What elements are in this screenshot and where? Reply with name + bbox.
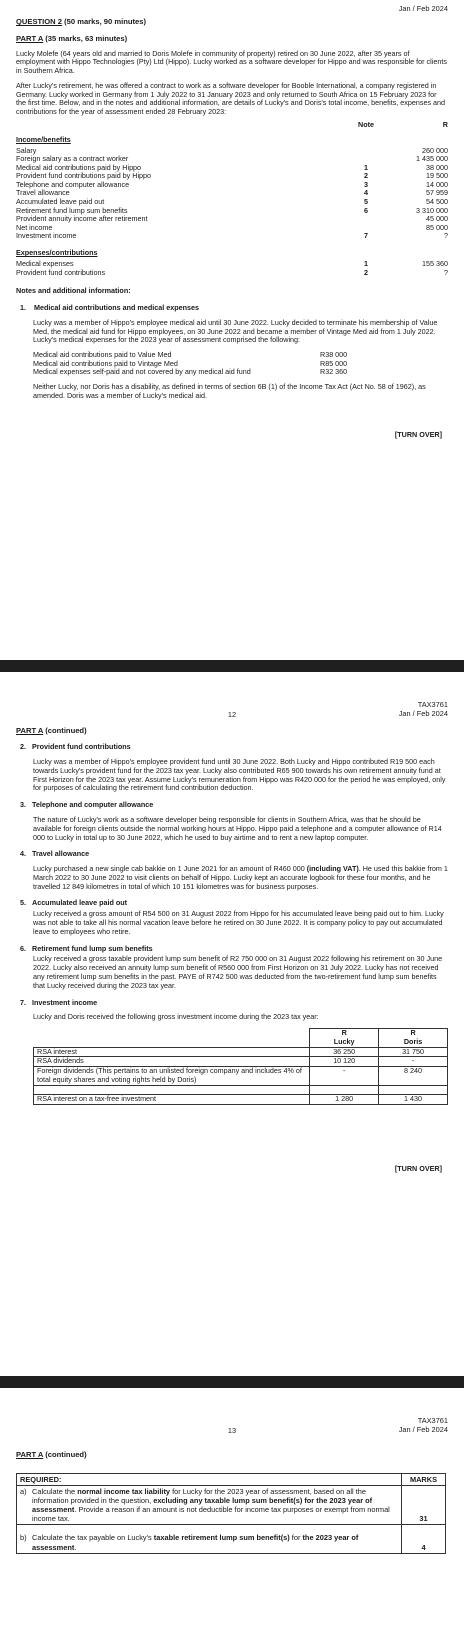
turn-over-label: [TURN OVER] [394, 429, 442, 439]
investment-label: Foreign dividends (This pertains to an unlisted foreign company and includes 4% of total equity shares and voting rights held by Doris) [34, 1067, 310, 1086]
note-4-heading: 4. Travel allowance [20, 849, 90, 859]
table-row [34, 1085, 448, 1094]
question-a-marks: 31 [402, 1486, 446, 1525]
part-suffix: (continued) [45, 1450, 87, 1460]
income-row [16, 181, 448, 190]
note-6-heading: 6. Retirement fund lump sum benefits [20, 943, 153, 953]
page-separator [0, 660, 464, 672]
income-label: Salary [16, 145, 37, 155]
medical-amount: R38 000 [320, 350, 348, 360]
income-note: 3 [364, 179, 368, 189]
table-row [34, 1047, 448, 1057]
page-number: 12 [227, 710, 237, 719]
question-b-marks: 4 [402, 1525, 446, 1553]
note-5-heading: 5. Accumulated leave paid out [20, 898, 128, 908]
medical-label: Medical aid contributions paid to Vintage Med [33, 358, 178, 368]
part-heading [16, 726, 448, 735]
lucky-amount: 1 280 [310, 1094, 379, 1104]
required-header-row [17, 1474, 446, 1486]
investment-label: RSA dividends [34, 1057, 310, 1067]
income-amount: 14 000 [426, 179, 448, 189]
question-a: a) Calculate the normal income tax liability for Lucky for the 2023 year of assessment, based on all the information provided in the question, excluding any taxable lump sum benefit(s) for the 2023 year of assessment. Provide a reason if an amount is not deductible for income tax purposes or exempt from normal income tax. [20, 1487, 390, 1524]
income-label: Accumulated leave paid out [16, 197, 105, 207]
investment-income-table [33, 1028, 448, 1104]
part-label: PART A [16, 34, 44, 44]
medical-amount: R32 360 [320, 367, 348, 377]
note-2-heading: 2. Provident fund contributions [20, 742, 131, 752]
intro-paragraph-2: After Lucky's retirement, he was offered a contract to work as a software developer for Booble International, a company registered in Germany. Lucky worked in Germany from 1 July 2022 to 31 January 2023 and only returned to South Africa on 15 February 2023 for the first time. Below, and in the notes and additional information, are details of Lucky's and Doris's total income, benefits, expenses and contributions for the year of assessment ended 28 February 2023: [16, 80, 446, 117]
note-1-disability-text: Neither Lucky, nor Doris has a disability, as defined in terms of section 6B (1) of the Income Tax Act (Act No. 58 of 1962), as amended. Doris was a member of Lucky's medical aid. [33, 382, 426, 400]
income-row [16, 215, 448, 224]
page-number: 13 [227, 1426, 237, 1435]
expense-amount: 155 360 [422, 259, 448, 269]
course-code: TAX3761 [417, 700, 448, 709]
note-3-text: The nature of Lucky's work as a software developer being responsible for clients in Southern Africa, was that he should be available for foreign clients outside the normal working hours at Hippo. Hippo paid a telephone and a computer allowance of R14 000 to Lucky in total up to 30 June 2022, which he used to buy airtime and to rent a new laptop computer. [33, 815, 442, 842]
income-amount: 45 000 [426, 214, 448, 224]
turn-over-label: [TURN OVER] [394, 1163, 442, 1173]
doris-amount: 1 430 [379, 1094, 448, 1104]
part-label: PART A [16, 726, 44, 736]
income-amount: 3 310 000 [416, 205, 448, 215]
expense-row [16, 269, 448, 278]
note-2-text: Lucky was a member of Hippo's employee provident fund until 30 June 2022. Both Lucky and Hippo contributed R19 500 each towards Lucky's provident fund for the 2023 tax year. Lucky also contributed R65 900 towards his own retirement annuity fund at First Horizon for the 2023 tax year. Assume Lucky's remuneration from Hippo was R420 000 for the period he was employed, only for purposes of calculating the retirement fund contribution deduction. [33, 757, 446, 793]
required-table [16, 1473, 446, 1553]
question-b-row [17, 1525, 446, 1553]
question-marks: (50 marks, 90 minutes) [64, 17, 147, 27]
financial-schedule [16, 121, 448, 277]
investment-label: RSA interest on a tax-free investment [34, 1094, 310, 1104]
income-label: Retirement fund lump sum benefits [16, 205, 128, 215]
question-number: QUESTION 2 [16, 17, 62, 27]
intro-paragraph-1: Lucky Molefe (64 years old and married to Doris Molefe in community of property) retired on 30 June 2022, after 35 years of employment with Hippo Technologies (Pty) Ltd (Hippo). Lucky worked as a software developer for Hippo and was responsible for clients in Southern Africa. [16, 48, 447, 76]
part-suffix: (continued) [45, 726, 87, 736]
income-amount: 260 000 [422, 145, 448, 155]
note-6-text: Lucky received a gross taxable provident lump sum benefit of R2 750 000 on 31 August 2022 following his retirement on 30 June 2022. Lucky also received an annuity lump sum benefit of R560 000 from First Horizon on 31 July 2022. Lucky has not received any retirement lump sum benefits in the past. PAYE of R742 500 was deducted from the two-retirement fund lump sum benefits that Lucky received during the 2023 tax year. [33, 954, 443, 990]
investment-label: RSA interest [34, 1047, 310, 1057]
doris-amount: 31 750 [379, 1047, 448, 1057]
income-label: Provident annuity income after retirement [16, 214, 148, 224]
expense-label: Medical expenses [16, 259, 74, 269]
part-label: PART A [16, 1450, 44, 1460]
exam-page-2 [0, 672, 464, 1376]
expenses-heading: Expenses/contributions [16, 248, 98, 258]
note-4-text: Lucky purchased a new single cab bakkie on 1 June 2021 for an amount of R460 000 (including VAT). He used this bakkie from 1 March 2022 to 30 June 2022 to visit clients on behalf of Hippo. Lucky kept an accurate logbook for these four months, and he travelled 12 849 kilometres in total of which 10 151 kilometres was for business purposes. [33, 864, 448, 891]
income-note: 2 [364, 171, 368, 181]
income-label: Net income [16, 222, 53, 232]
expense-note: 1 [364, 259, 368, 269]
income-amount: 38 000 [426, 162, 448, 172]
medical-row [33, 368, 448, 377]
note-7-heading: 7. Investment income [20, 997, 98, 1007]
schedule-header [16, 121, 448, 130]
income-amount: 54 500 [426, 197, 448, 207]
table-row [34, 1067, 448, 1086]
page-date: Jan / Feb 2024 [398, 4, 448, 13]
lucky-column-header: R Lucky [310, 1029, 379, 1048]
income-label: Medical aid contributions paid by Hippo [16, 162, 142, 172]
income-amount: 85 000 [426, 222, 448, 232]
income-note: 7 [364, 231, 368, 241]
medical-amount: R85 000 [320, 358, 348, 368]
income-label: Provident fund contributions paid by Hippo [16, 171, 152, 181]
income-note: 6 [364, 205, 368, 215]
income-label: Telephone and computer allowance [16, 179, 130, 189]
exam-page-3 [0, 1388, 464, 1636]
income-amount: 57 959 [426, 188, 448, 198]
page-separator [0, 1376, 464, 1388]
notes-heading: Notes and additional information: [16, 286, 131, 296]
doris-amount: 8 240 [379, 1067, 448, 1086]
rand-column-header: R [442, 119, 448, 129]
expense-note: 2 [364, 267, 368, 277]
page-date: Jan / Feb 2024 [398, 1425, 448, 1435]
question-heading [16, 17, 448, 26]
note-3-heading: 3. Telephone and computer allowance [20, 800, 154, 810]
exam-page-1 [0, 0, 464, 660]
part-marks: (35 marks, 63 minutes) [45, 34, 128, 44]
income-row [16, 233, 448, 242]
question-b: b) Calculate the tax payable on Lucky's taxable retirement lump sum benefit(s) for the 2023 year of assessment. [20, 1533, 359, 1552]
income-list [16, 147, 448, 242]
note-5-text: Lucky received a gross amount of R54 500 on 31 August 2022 from Hippo for his accumulated leave being paid out to him. Lucky was not able to take all his normal vacation leave before he retired on 30 June 2022. It is company policy to pay out accumulated leave to employees who retire. [33, 909, 444, 936]
lucky-amount: 36 250 [310, 1047, 379, 1057]
doris-column-header: R Doris [379, 1029, 448, 1048]
table-header-row [34, 1029, 448, 1048]
lucky-amount: - [310, 1067, 379, 1086]
note-1-text: Lucky was a member of Hippo's employee medical aid until 30 June 2022. Lucky decided to terminate his membership of Value Med, the medical aid fund for Hippo employees, on 30 June 2022 and became a member of Vintage Med aid from 1 July 2022. Lucky's medical expenses for the 2023 year of assessment comprised the following: [33, 317, 438, 345]
income-amount: ? [444, 231, 448, 241]
part-heading [16, 1450, 448, 1459]
investment-label [34, 1085, 310, 1094]
income-heading: Income/benefits [16, 134, 71, 144]
question-a-row [17, 1486, 446, 1525]
lucky-amount: 10 120 [310, 1057, 379, 1067]
part-heading [16, 34, 448, 43]
income-label: Foreign salary as a contract worker [16, 154, 129, 164]
income-amount: 1 435 000 [416, 154, 448, 164]
medical-expenses-list [33, 351, 448, 377]
medical-label: Medical aid contributions paid to Value Med [33, 350, 172, 360]
note-1-heading: 1. Medical aid contributions and medical expenses [20, 303, 199, 313]
income-label: Investment income [16, 231, 77, 241]
marks-header: MARKS [402, 1474, 446, 1486]
course-code: TAX3761 [417, 1416, 448, 1425]
note-7-text: Lucky and Doris received the following gross investment income during the 2023 tax year: [33, 1012, 319, 1022]
lucky-amount [310, 1085, 379, 1094]
note-column-header: Note [358, 119, 374, 129]
income-note: 5 [364, 197, 368, 207]
income-row [16, 224, 448, 233]
doris-amount: - [379, 1057, 448, 1067]
required-label: REQUIRED: [17, 1474, 402, 1486]
page-date: Jan / Feb 2024 [398, 709, 448, 719]
expense-label: Provident fund contributions [16, 267, 106, 277]
expense-list [16, 260, 448, 277]
income-amount: 19 500 [426, 171, 448, 181]
income-note: 4 [364, 188, 368, 198]
income-note: 1 [364, 162, 368, 172]
expense-amount: ? [444, 267, 448, 277]
income-label: Travel allowance [16, 188, 70, 198]
doris-amount [379, 1085, 448, 1094]
medical-label: Medical expenses self-paid and not covered by any medical aid fund [33, 367, 251, 377]
table-row [34, 1094, 448, 1104]
